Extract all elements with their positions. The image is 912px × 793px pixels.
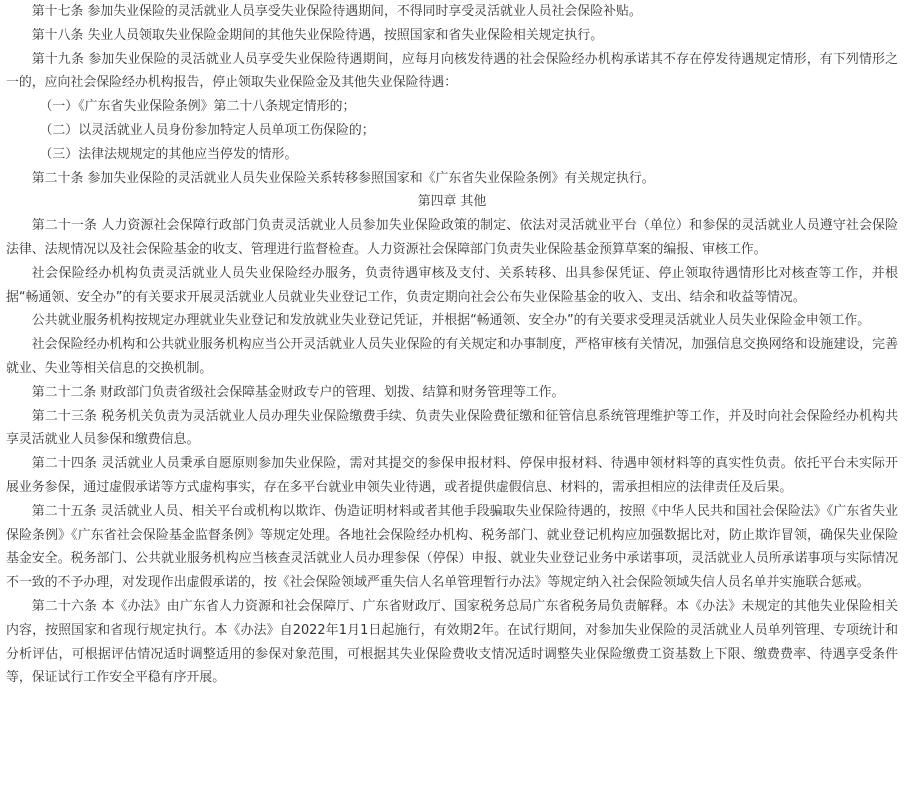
article-18: 第十八条 失业人员领取失业保险金期间的其他失业保险待遇，按照国家和省失业保险相关规定执行。	[31, 27, 604, 43]
article-19-item-2: （二）以灵活就业人员身份参加特定人员单项工伤保险的；	[39, 122, 375, 138]
article-19-item-3: （三）法律法规规定的其他应当停发的情形。	[39, 146, 298, 162]
article-23: 第二十三条 税务机关负责为灵活就业人员办理失业保险缴费手续、负责失业保险费征缴和征管信息系统管理维护等工作，并及时向社会保险经办机构共享灵活就业人员参保和缴费信息。	[6, 408, 898, 448]
article-22: 第二十二条 财政部门负责省级社会保障基金财政专户的管理、划拨、结算和财务管理等工作。	[31, 384, 565, 400]
article-17: 第十七条 参加失业保险的灵活就业人员享受失业保险待遇期间，不得同时享受灵活就业人员社会保险补贴。	[31, 4, 642, 19]
article-21-para-3: 公共就业服务机构按规定办理就业失业登记和发放就业失业登记凭证，并根据“畅通领、安全办”的有关要求受理灵活就业人员失业保险金申领工作。	[31, 313, 871, 329]
article-26: 第二十六条 本《办法》由广东省人力资源和社会保障厅、广东省财政厅、国家税务总局广东省税务局负责解释。本《办法》未规定的其他失业保险相关内容，按照国家和省现行规定执行。本《办法》自2022年1月1日起施行，有效期2年。在试行期间，对参加失业保险的灵活就业人员单列管理、专项统计和分析评估，可根据评估情况适时调整适用的参保对象范围，可根据其失业保险费收支情况适时调整失业保险缴费工资基数上下限、缴费费率、待遇享受条件等，保证试行工作安全平稳有序开展。	[6, 598, 898, 686]
article-24: 第二十四条 灵活就业人员秉承自愿原则参加失业保险，需对其提交的参保申报材料、停保申报材料、待遇申领材料等的真实性负责。依托平台未实际开展业务参保，通过虚假承诺等方式虚构事实，存在多平台就业申领失业待遇，或者提供虚假信息、材料的，需承担相应的法律责任及后果。	[6, 456, 898, 495]
article-19-item-1: （一）《广东省失业保险条例》第二十八条规定情形的；	[39, 99, 356, 115]
article-25: 第二十五条 灵活就业人员、相关平台或机构以欺诈、伪造证明材料或者其他手段骗取失业保险待遇的，按照《中华人民共和国社会保险法》《广东省失业保险条例》《广东省社会保险基金监督条例》等规定处理。各地社会保险经办机构、税务部门、就业登记机构应加强数据比对，防止欺诈冒领，确保失业保险基金安全。税务部门、公共就业服务机构应当核查灵活就业人员办理参保（停保）申报、就业失业登记业务中承诺事项，灵活就业人员所承诺事项与实际情况不一致的不予办理，对发现作出虚假承诺的，按《社会保险领域严重失信人名单管理暂行办法》等规定纳入社会保险领域失信人员名单并实施联合惩戒。	[6, 503, 898, 591]
chapter-4-heading: 第四章 其他	[417, 194, 487, 210]
article-20: 第二十条 参加失业保险的灵活就业人员失业保险关系转移参照国家和《广东省失业保险条例》有关规定执行。	[31, 170, 655, 186]
article-21-para-2: 社会保险经办机构负责灵活就业人员失业保险经办服务，负责待遇审核及支付、关系转移、出具参保凭证、停止领取待遇情形比对核查等工作，并根据“畅通领、安全办”的有关要求开展灵活就业人员就业失业登记工作，负责定期向社会公布失业保险基金的收入、支出、结余和收益等情况。	[6, 265, 898, 305]
article-19: 第十九条 参加失业保险的灵活就业人员享受失业保险待遇期间，应每月向核发待遇的社会保险经办机构承诺其不存在停发待遇规定情形，有下列情形之一的，应向社会保险经办机构报告，停止领取失业保险金及其他失业保险待遇：	[6, 51, 898, 91]
article-21: 第二十一条 人力资源社会保障行政部门负责灵活就业人员参加失业保险政策的制定、依法对灵活就业平台（单位）和参保的灵活就业人员遵守社会保险法律、法规情况以及社会保险基金的收支、管理进行监督检查。人力资源社会保障部门负责失业保险基金预算草案的编报、审核工作。	[6, 218, 898, 257]
article-21-para-4: 社会保险经办机构和公共就业服务机构应当公开灵活就业人员失业保险的有关规定和办事制度，严格审核有关情况，加强信息交换网络和设施建设，完善就业、失业等相关信息的交换机制。	[6, 337, 898, 376]
